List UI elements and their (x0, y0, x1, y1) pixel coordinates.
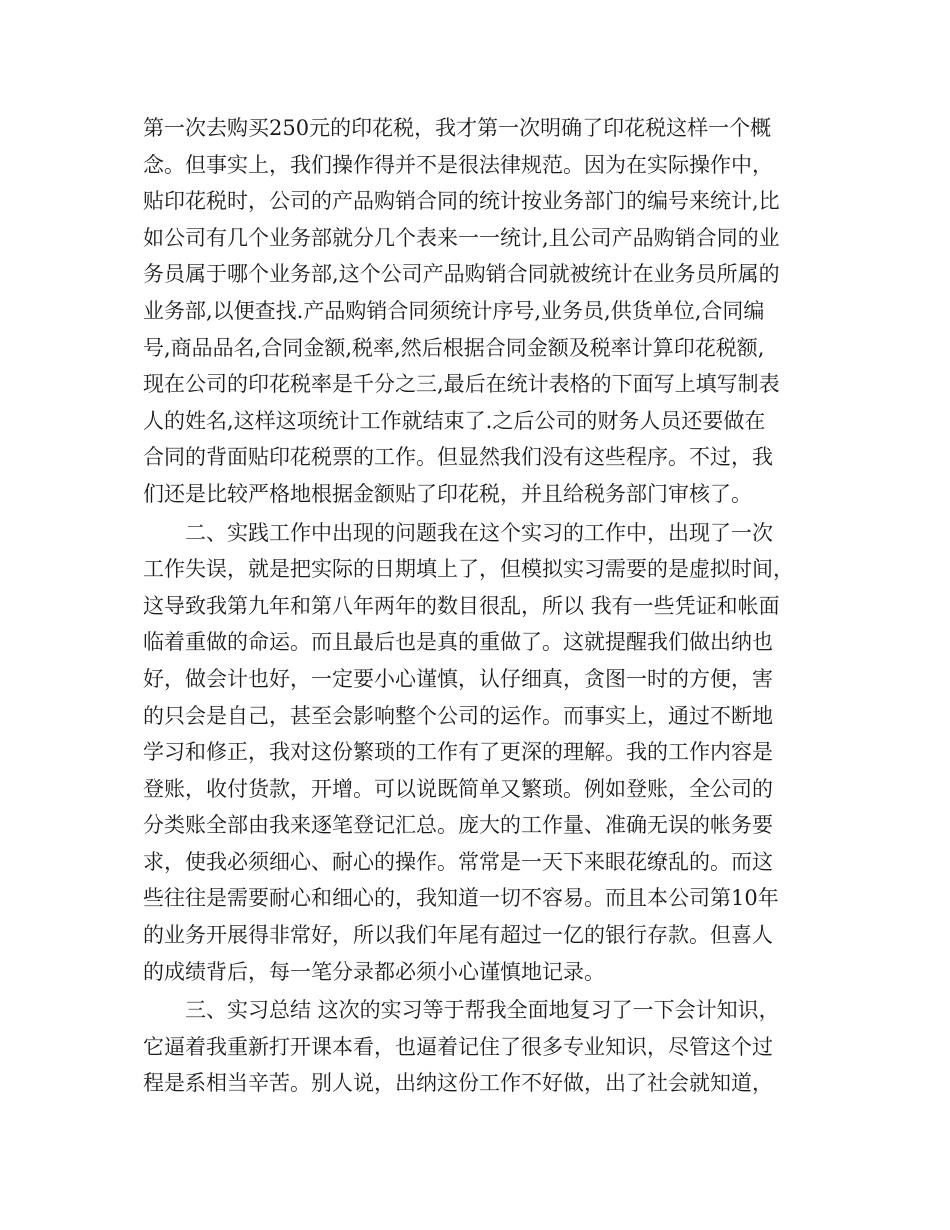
text-line: 们还是比较严格地根据金额贴了印花税，并且给税务部门审核了。 (143, 481, 752, 506)
text-line: 的只会是自己，甚至会影响整个公司的运作。而事实上，通过不断地 (143, 703, 773, 728)
text-line: 人的姓名,这样这项统计工作就结束了.之后公司的财务人员还要做在 (143, 408, 766, 433)
text-line: 好，做会计也好，一定要小心谨慎，认仔细真，贪图一时的方便，害 (143, 666, 773, 691)
text-line: 号,商品品名,合同金额,税率,然后根据合同金额及税率计算印花税额, (143, 335, 765, 360)
text-line: 务员属于哪个业务部,这个公司产品购销合同就被统计在业务员所属的 (143, 262, 780, 287)
text-line: 合同的背面贴印花税票的工作。但显然我们没有这些程序。不过，我 (143, 445, 773, 470)
text-line: 学习和修正，我对这份繁琐的工作有了更深的理解。我的工作内容是 (143, 740, 773, 765)
paragraph-problems-section (143, 515, 808, 991)
text-line: 业务部,以便查找.产品购销合同须统计序号,业务员,供货单位,合同编 (143, 298, 765, 323)
text-line: 它逼着我重新打开课本看，也逼着记住了很多专业知识，尽管这个过 (143, 1034, 773, 1059)
text-line-indented: 二、实践工作中出现的问题我在这个实习的工作中，出现了一次 (185, 520, 773, 545)
text-line: 求，使我必须细心、耐心的操作。常常是一天下来眼花缭乱的。而这 (143, 849, 773, 874)
text-line: 念。但事实上，我们操作得并不是很法律规范。因为在实际操作中， (143, 152, 773, 177)
text-line-indented: 三、实习总结 这次的实习等于帮我全面地复习了一下会计知识， (185, 998, 780, 1023)
text-line: 工作失误，就是把实际的日期填上了，但模拟实习需要的是虚拟时间， (143, 557, 794, 582)
text-line: 些往往是需要耐心和细心的，我知道一切不容易。而且本公司第10年 (143, 886, 779, 911)
text-line: 第一次去购买250元的印花税，我才第一次明确了印花税这样一个概 (143, 116, 772, 140)
text-line: 的业务开展得非常好，所以我们年尾有超过一亿的银行存款。但喜人 (143, 923, 773, 948)
text-line: 临着重做的命运。而且最后也是真的重做了。这就提醒我们做出纳也 (143, 630, 773, 655)
text-line: 登账，收付货款，开增。可以说既简单又繁琐。例如登账，全公司的 (143, 776, 773, 801)
text-line: 如公司有几个业务部就分几个表来一一统计,且公司产品购销合同的业 (143, 225, 780, 250)
text-line: 分类账全部由我来逐笔登记汇总。庞大的工作量、准确无误的帐务要 (143, 813, 773, 838)
document-body (143, 110, 808, 1102)
text-line: 程是系相当辛苦。别人说，出纳这份工作不好做，出了社会就知道， (143, 1071, 773, 1096)
paragraph-summary-section (143, 992, 808, 1102)
text-line: 这导致我第九年和第八年两年的数目很乱，所以 我有一些凭证和帐面 (143, 593, 780, 618)
text-line: 贴印花税时，公司的产品购销合同的统计按业务部门的编号来统计,比 (143, 189, 780, 214)
paragraph-tax-procedure (143, 110, 808, 513)
text-line: 的成绩背后，每一笔分录都必须小心谨慎地记录。 (143, 959, 605, 984)
text-line: 现在公司的印花税率是千分之三,最后在统计表格的下面写上填写制表 (143, 372, 780, 397)
